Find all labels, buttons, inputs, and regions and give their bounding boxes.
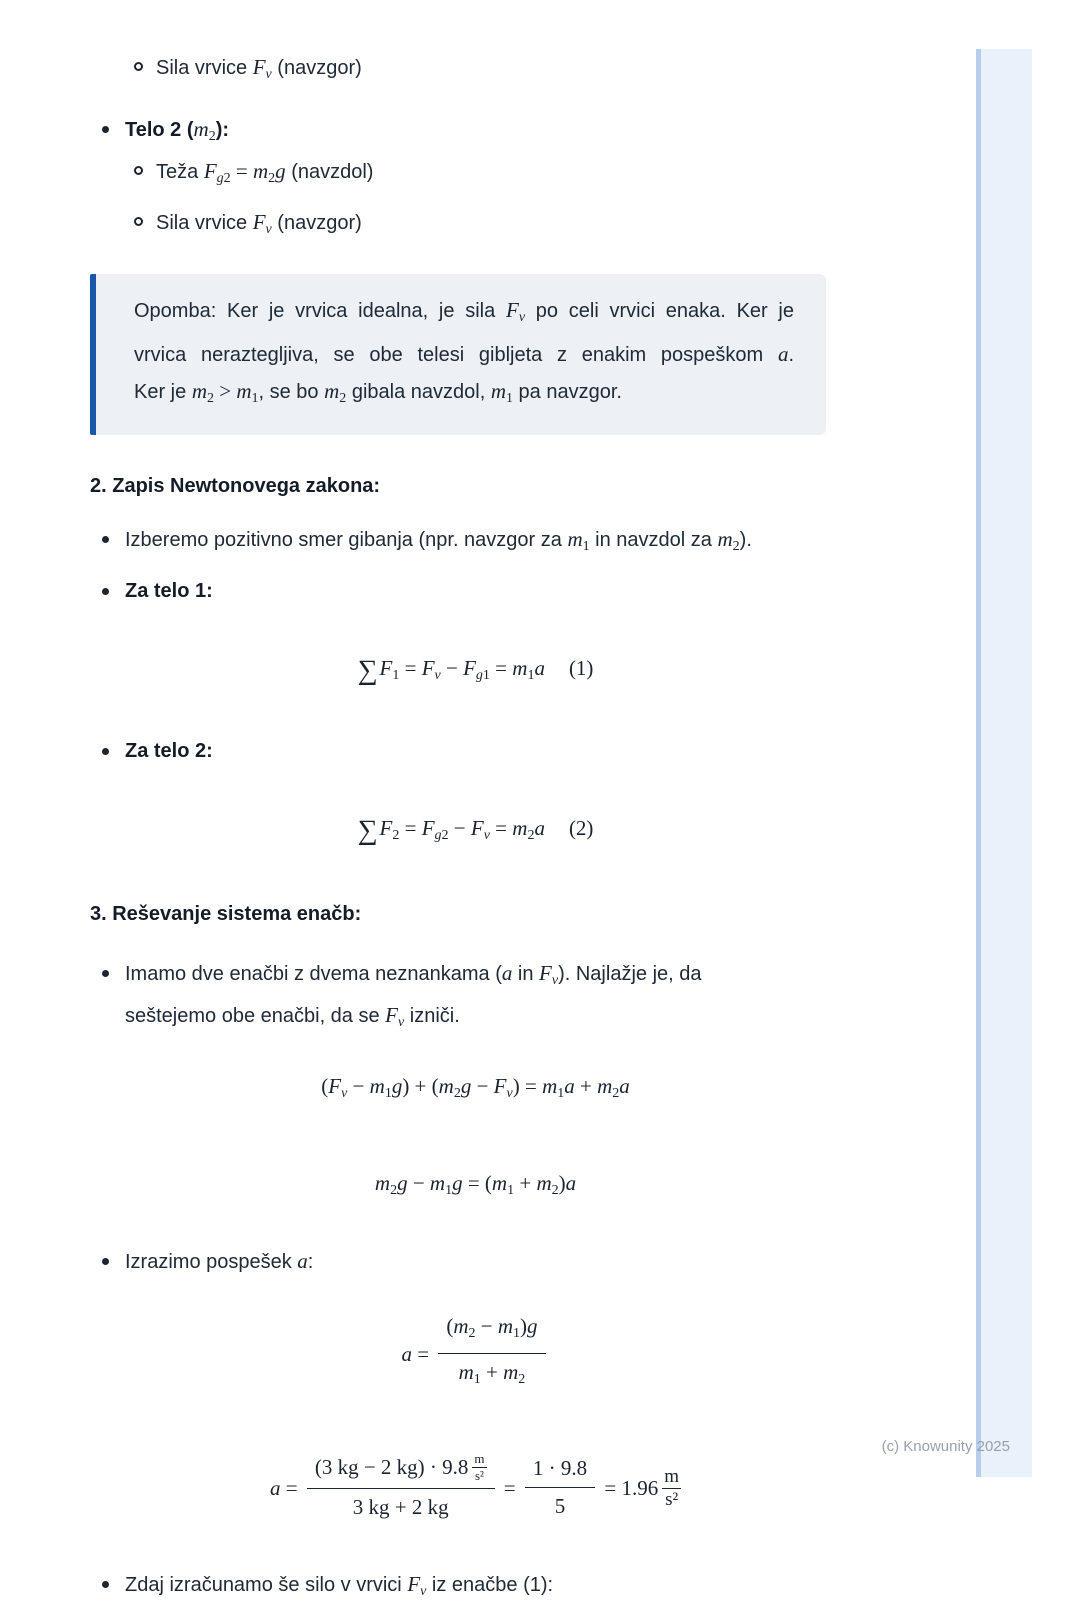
text-run: 2: [612, 1086, 620, 1101]
text-run: −: [475, 1314, 498, 1338]
text-run: 1: [582, 539, 590, 554]
unit-fraction: $\frac{m}{\text{s²}}$: [474, 1451, 485, 1483]
text-run: 1: [557, 1086, 565, 1101]
text-run: g: [434, 828, 442, 843]
text-run: (3 kg − 2 kg) · 9.8: [314, 1455, 469, 1479]
text-run: 1: [482, 668, 490, 683]
text-run: 2: [339, 391, 347, 406]
section-heading: [90, 901, 861, 927]
text-run: v: [420, 1584, 427, 1600]
text-run: 3 kg + 2 kg: [352, 1495, 449, 1520]
text-run: 2: [468, 1326, 476, 1341]
bullet-dot-icon: [102, 536, 109, 543]
text-run: , se bo: [258, 381, 325, 403]
text-run: m: [503, 1360, 519, 1384]
text-run: in: [512, 963, 540, 985]
text-run: ).: [739, 529, 752, 551]
text-run: 2: [206, 391, 214, 406]
section-heading: [90, 473, 861, 499]
note-line: [134, 336, 794, 373]
bullet-dot-icon: [102, 126, 109, 133]
text-run: Opomba: Ker je vrvica idealna, je sila: [134, 300, 506, 322]
text-run: g: [460, 1074, 472, 1098]
text-run: 2: [268, 171, 276, 186]
text-run: F: [379, 816, 393, 840]
list-item-text: [125, 1251, 313, 1273]
text-run: (navzgor): [271, 57, 362, 79]
text-run: Izrazimo pospešek: [125, 1251, 298, 1273]
text-run: = 1.96: [599, 1475, 659, 1500]
text-run: Imamo dve enačbi z dvema neznankama (: [125, 963, 502, 985]
text-run: ): [520, 1314, 528, 1338]
text-run: g: [216, 171, 224, 186]
text-run: F: [470, 816, 484, 840]
text-run: 1: [473, 1372, 481, 1387]
text-run: m: [453, 1314, 469, 1338]
text-run: .: [788, 344, 794, 366]
text-run: m: [512, 656, 528, 680]
note-line: [134, 373, 794, 417]
text-run: (2): [568, 816, 594, 840]
text-run: =: [489, 656, 513, 680]
list-item-text: [125, 740, 213, 762]
text-run: g: [275, 159, 286, 183]
text-run: a: [777, 342, 789, 366]
text-run: 1: [527, 668, 535, 683]
text-run: 2: [208, 129, 216, 144]
text-run: m: [491, 1171, 508, 1195]
text-run: F: [421, 816, 435, 840]
sub-list-item: [90, 158, 861, 192]
list-item-text: [125, 117, 230, 144]
text-run: 2: [453, 1086, 461, 1101]
text-run: (: [446, 1314, 454, 1338]
text-run: m: [191, 379, 207, 403]
text-run: a: [534, 656, 545, 680]
text-run: v: [518, 310, 526, 325]
text-run: v: [398, 1015, 405, 1030]
text-run: ): [558, 1171, 566, 1195]
text-run: 1: [445, 1183, 453, 1198]
list-item: [90, 1571, 861, 1605]
list-item-text: [156, 55, 362, 82]
text-run: =: [489, 816, 513, 840]
text-run: 2: [518, 1372, 526, 1387]
text-run: = (: [462, 1171, 492, 1195]
equation: [90, 653, 861, 691]
text-run: 2: [527, 828, 535, 843]
text-run: m: [429, 1171, 446, 1195]
text-run: 3. Reševanje sistema enačb:: [90, 903, 362, 925]
text-run: a: [501, 961, 513, 985]
text-run: ):: [215, 119, 230, 141]
text-run: ). Najlažje je, da: [558, 963, 702, 985]
text-run: m: [438, 1074, 454, 1098]
text-run: 1: [507, 1183, 515, 1198]
sub-list-item: [90, 54, 861, 88]
text-run: v: [434, 668, 441, 683]
text-run: m: [567, 527, 583, 551]
text-run: g: [475, 668, 483, 683]
text-run: 1: [506, 391, 513, 406]
equation: [90, 1451, 861, 1526]
bullet-circle-icon: [134, 217, 143, 226]
text-run: 2: [551, 1183, 559, 1198]
text-run: :: [307, 1251, 314, 1273]
note-box: [90, 274, 826, 435]
text-run: v: [483, 828, 490, 843]
text-run: v: [551, 973, 559, 988]
text-run: v: [341, 1086, 348, 1101]
text-run: Telo 2 (: [125, 119, 194, 141]
text-run: gibala navzdol,: [346, 381, 491, 403]
text-run: m: [542, 1074, 558, 1098]
text-run: (1): [568, 656, 594, 680]
text-run: =: [230, 159, 253, 183]
list-item-text: [125, 961, 702, 1030]
text-run: ) + (: [402, 1074, 439, 1098]
text-run: Izberemo pozitivno smer gibanja (npr. navzgor za: [125, 529, 568, 551]
text-run: a: [269, 1475, 281, 1500]
bullet-dot-icon: [102, 588, 109, 595]
equation: [90, 1168, 861, 1206]
text-run: seštejemo obe enačbi, da se: [125, 1005, 386, 1027]
bullet-dot-icon: [102, 970, 109, 977]
text-run: 2: [732, 539, 740, 554]
text-run: m: [193, 117, 209, 141]
sub-list-item: [90, 209, 861, 243]
text-run: g: [452, 1171, 463, 1195]
text-run: m: [252, 159, 269, 183]
text-run: Ker je: [134, 381, 192, 403]
bullet-circle-icon: [134, 62, 143, 71]
text-run: −: [440, 656, 464, 680]
text-run: Za telo 2:: [125, 740, 213, 762]
text-run: 2: [392, 828, 400, 843]
text-run: =: [498, 1475, 521, 1500]
text-run: F: [539, 961, 552, 985]
text-run: F: [328, 1074, 342, 1098]
text-run: =: [280, 1475, 303, 1500]
text-run: F: [493, 1074, 507, 1098]
text-run: 1 · 9.8: [532, 1456, 588, 1481]
bullet-dot-icon: [102, 1581, 109, 1588]
text-run: m: [536, 1171, 552, 1195]
text-run: =: [411, 1341, 435, 1366]
text-run: izniči.: [404, 1005, 460, 1027]
bullet-dot-icon: [102, 748, 109, 755]
text-run: F: [252, 55, 266, 79]
text-run: 1: [251, 391, 259, 406]
text-run: F: [379, 656, 393, 680]
document-content: [90, 0, 861, 1605]
scroll-strip-edge-line: [976, 49, 981, 1477]
list-item-text: [125, 527, 752, 554]
equation: [90, 1071, 861, 1109]
bullet-circle-icon: [134, 166, 143, 175]
text-run: 2: [390, 1183, 398, 1198]
text-run: m: [497, 1314, 514, 1338]
text-run: a: [564, 1074, 575, 1098]
text-run: =: [399, 656, 422, 680]
text-run: +: [480, 1360, 504, 1384]
text-run: −: [471, 1074, 494, 1098]
text-run: Zdaj izračunamo še silo v vrvici: [125, 1574, 408, 1597]
text-run: m: [374, 1171, 391, 1195]
note-line: [134, 292, 794, 336]
text-run: a: [619, 1074, 630, 1098]
text-run: m: [458, 1360, 474, 1384]
bullet-dot-icon: [102, 1258, 109, 1265]
list-item: [90, 578, 861, 604]
copyright-text: (c) Knowunity 2025: [881, 1438, 1010, 1455]
text-run: F: [463, 656, 476, 680]
text-run: Teža: [156, 161, 204, 183]
text-run: ∑: [357, 815, 378, 846]
text-run: v: [506, 1086, 513, 1101]
text-run: =: [399, 816, 422, 840]
text-run: F: [505, 298, 519, 322]
text-run: −: [407, 1171, 430, 1195]
text-run: 2. Zapis Newtonovega zakona:: [90, 475, 381, 497]
text-run: m: [236, 379, 252, 403]
text-run: (navzdol): [285, 161, 374, 183]
fraction: [525, 1452, 595, 1522]
text-run: 1: [392, 668, 400, 683]
fraction: [438, 1310, 545, 1396]
list-item-text: [156, 159, 374, 186]
text-run: +: [574, 1074, 598, 1098]
equation: [90, 813, 861, 851]
text-run: Za telo 1:: [125, 580, 213, 602]
fraction: [307, 1451, 495, 1523]
text-run: m: [597, 1074, 613, 1098]
text-run: vrvica neraztegljiva, se obe telesi gibljeta z enakim pospeškom: [134, 344, 778, 366]
text-run: ∑: [357, 655, 378, 686]
text-run: po celi vrvici enaka. Ker je: [525, 300, 794, 322]
list-item: [90, 526, 861, 560]
text-run: 2: [223, 171, 231, 186]
list-item-text: [125, 1572, 554, 1600]
text-run: v: [265, 222, 272, 237]
right-scroll-strip[interactable]: [976, 49, 1032, 1477]
text-run: m: [324, 379, 340, 403]
list-item: [90, 1248, 861, 1275]
unit-fraction: $\frac{m}{\text{s²}}$: [664, 1465, 679, 1510]
text-run: m: [717, 527, 733, 551]
text-run: in navzdol za: [589, 529, 718, 551]
text-run: (navzgor): [271, 212, 362, 234]
text-run: a: [534, 816, 545, 840]
text-run: a: [297, 1249, 308, 1273]
text-run: F: [252, 210, 266, 234]
text-run: F: [203, 159, 217, 183]
text-run: g: [391, 1074, 403, 1098]
equation: [90, 1313, 861, 1399]
text-run: m: [369, 1074, 385, 1098]
text-run: a: [401, 1341, 412, 1366]
text-run: 1: [513, 1326, 521, 1341]
list-item-text: [125, 580, 213, 602]
list-item: [90, 116, 861, 150]
text-run: F: [385, 1003, 398, 1027]
text-run: Sila vrvice: [156, 57, 253, 79]
text-run: g: [397, 1171, 408, 1195]
text-run: F: [407, 1572, 421, 1597]
text-run: >: [213, 379, 237, 403]
list-item: [90, 956, 861, 1040]
text-run: m: [490, 379, 506, 403]
list-item: [90, 738, 861, 764]
text-run: +: [514, 1171, 537, 1195]
text-run: iz enačbe (1):: [426, 1574, 554, 1597]
text-run: 2: [441, 828, 449, 843]
text-run: g: [527, 1314, 538, 1338]
text-run: (: [321, 1074, 329, 1098]
list-item-text: [156, 210, 362, 237]
text-run: 5: [554, 1494, 566, 1519]
text-run: F: [421, 656, 435, 680]
text-run: a: [565, 1171, 577, 1195]
text-run: −: [448, 816, 471, 840]
text-run: Sila vrvice: [156, 212, 253, 234]
text-run: m: [512, 816, 528, 840]
text-run: −: [347, 1074, 370, 1098]
text-run: pa navzgor.: [513, 381, 622, 403]
text-run: v: [265, 67, 272, 82]
text-run: ) =: [512, 1074, 543, 1098]
text-run: 1: [384, 1086, 392, 1101]
